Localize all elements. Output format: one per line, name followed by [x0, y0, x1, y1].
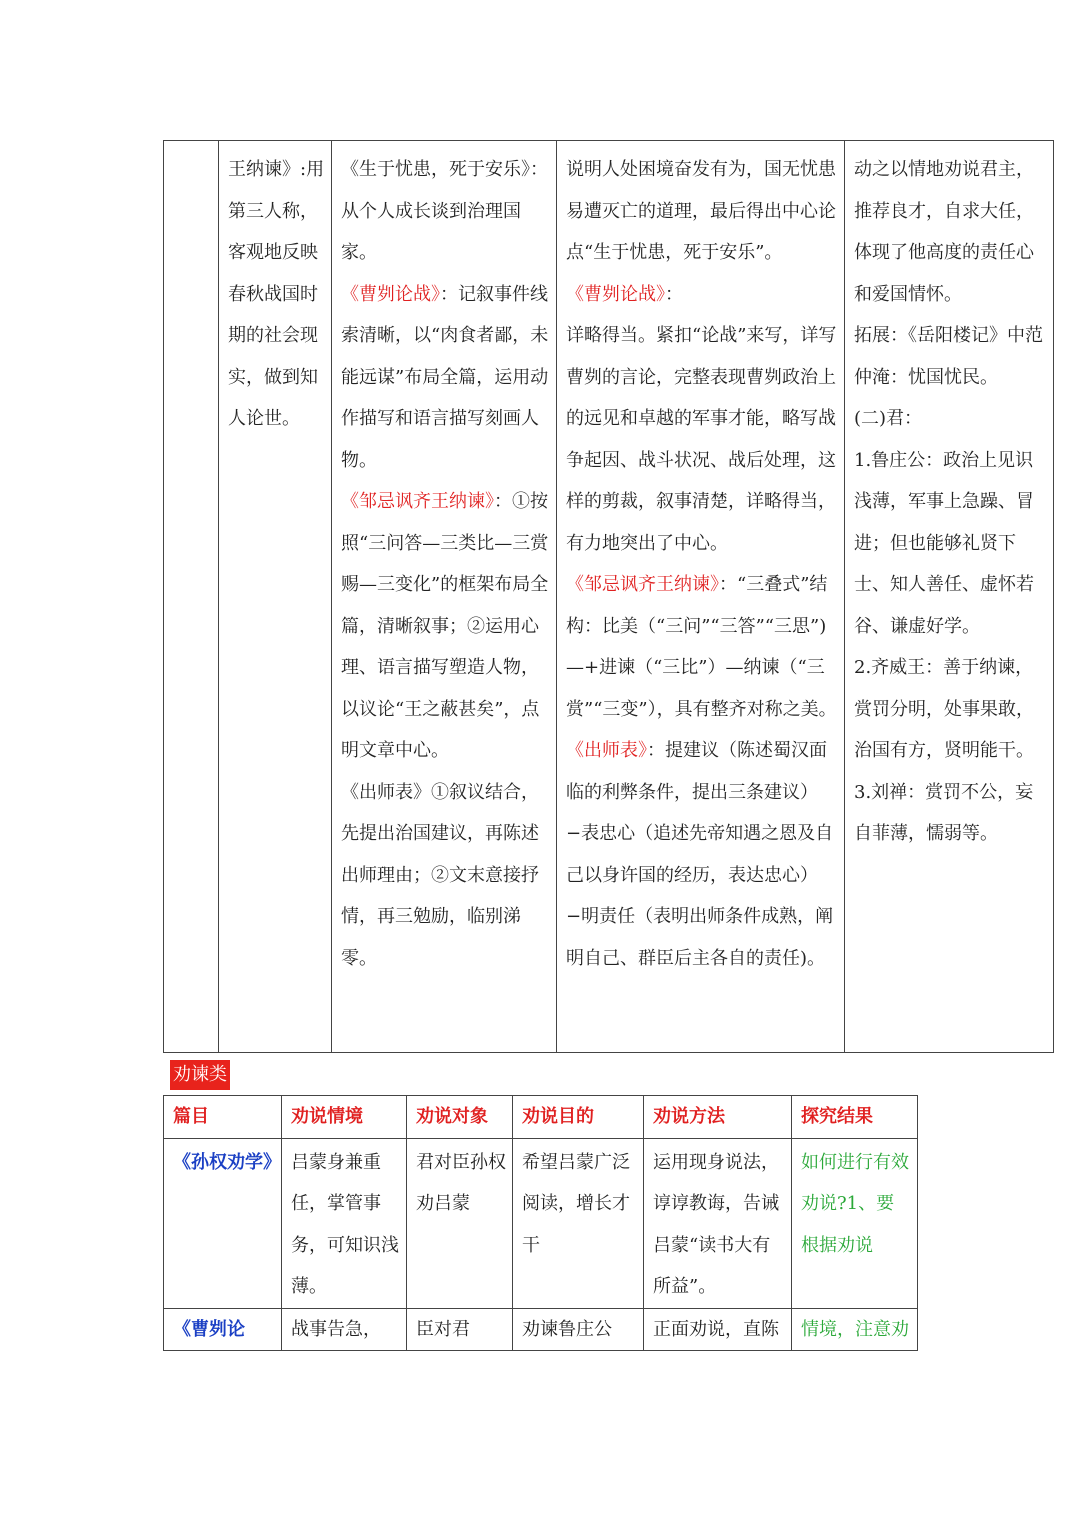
character-para-2: 拓展：《岳阳楼记》中范仲淹：忧国忧民。 [854, 325, 1043, 388]
character-cell [845, 141, 1054, 1053]
structure-para-2: 《曹刿论战》：记叙事件线索清晰，以“肉食者鄙，未能远谋”布局全篇，运用动作描写和语言描写刻画人物。 [341, 283, 549, 471]
character-para-5: 2.齐威王：善于纳谏，赏罚分明，处事果敢，治国有方，贤明能干。 [854, 657, 1034, 761]
character-para-6: 3.刘禅：赏罚不公，妄自菲薄，懦弱等。 [854, 781, 1034, 844]
header-title: 篇目 [164, 1096, 282, 1139]
structure-para-4: 《出师表》①叙议结合，先提出治国建议，再陈述出师理由；②文末意接抒情，再三勉励，临别涕零。 [341, 781, 539, 969]
row-target: 君对臣孙权劝吕蒙 [407, 1138, 513, 1308]
structure-para-1: 《生于忧患，死于安乐》：从个人成长谈到治理国家。 [341, 159, 548, 263]
article-title: 《曹刿论战》 [341, 283, 440, 305]
structure-para-3: 《邹忌讽齐王纳谏》：①按照“三问答—三类比—三赏赐—三变化”的框架布局全篇，清晰叙事；②运用心理、语言描写塑造人物，以议论“王之蔽甚矣”，点明文章中心。 [341, 491, 549, 761]
row-situation: 战事告急， [282, 1308, 407, 1351]
row-method: 正面劝说，直陈 [644, 1308, 792, 1351]
row-purpose: 劝谏鲁庄公 [513, 1308, 644, 1351]
background-text: 王纳谏》:用第三人称，客观地反映春秋战国时期的社会现实，做到知人论世。 [228, 159, 325, 429]
article-title: 《邹忌讽齐王纳谏》 [566, 574, 719, 595]
writing-para-5: 《出师表》：提建议（陈述蜀汉面临的利弊条件，提出三条建议）−表忠心（追述先帝知遇之恩及自己以身许国的经历，表达忠心）−明责任（表明出师条件成熟，阐明自己、群臣后主各自的责任)。 [566, 740, 834, 969]
writing-cell [557, 141, 845, 1053]
row-title: 《孙权劝学》 [164, 1138, 282, 1308]
row-result: 情境，注意劝 [792, 1308, 918, 1351]
background-cell [219, 141, 332, 1053]
row-target: 臣对君 [407, 1308, 513, 1351]
row-title: 《曹刿论 [164, 1308, 282, 1351]
section-tag: 劝谏类 [170, 1060, 230, 1090]
header-situation: 劝说情境 [282, 1096, 407, 1139]
header-target: 劝说对象 [407, 1096, 513, 1139]
structure-cell [332, 141, 557, 1053]
writing-para-1: 说明人处困境奋发有为，国无忧患易遭灭亡的道理，最后得出中心论点“生于忧患，死于安乐”。 [566, 159, 836, 263]
persuasion-table [163, 1095, 918, 1351]
empty-cell [164, 141, 219, 1053]
article-title: 《邹忌讽齐王纳谏》 [341, 491, 494, 512]
header-result: 探究结果 [792, 1096, 918, 1139]
article-title: 《出师表》 [566, 740, 647, 761]
writing-para-2: 《曹刿论战》： [566, 283, 683, 305]
table-row [164, 1138, 918, 1308]
writing-para-3: 详略得当。紧扣“论战”来写，详写曹刿的言论，完整表现曹刿政治上的远见和卓越的军事才能，略写战争起因、战斗状况、战后处理，这样的剪裁，叙事清楚，详略得当，有力地突出了中心。 [566, 325, 837, 554]
header-row [164, 1096, 918, 1139]
character-para-4: 1.鲁庄公：政治上见识浅薄，军事上急躁、冒进；但也能够礼贤下士、知人善任、虚怀若谷、谦虚好学。 [854, 449, 1034, 637]
table-row [164, 1308, 918, 1351]
writing-para-4: 《邹忌讽齐王纳谏》：“三叠式”结构：比美（“三问”“三答”“三思”)—+进谏（“三比”）—纳谏（“三赏”“三变”），具有整齐对称之美。 [566, 574, 837, 720]
header-method: 劝说方法 [644, 1096, 792, 1139]
row-purpose: 希望吕蒙广泛阅读，增长才干 [513, 1138, 644, 1308]
row-situation: 吕蒙身兼重任，掌管事务，可知识浅薄。 [282, 1138, 407, 1308]
analysis-table [163, 140, 1054, 1053]
character-para-1: 动之以情地劝说君主，推荐良才，自求大任，体现了他高度的责任心和爱国情怀。 [854, 159, 1034, 305]
row-method: 运用现身说法，谆谆教诲，告诫吕蒙“读书大有所益”。 [644, 1138, 792, 1308]
header-purpose: 劝说目的 [513, 1096, 644, 1139]
article-title: 《曹刿论战》 [566, 283, 665, 305]
row-result: 如何进行有效劝说?1、要根据劝说 [792, 1138, 918, 1308]
character-para-3: (二)君： [854, 408, 923, 429]
